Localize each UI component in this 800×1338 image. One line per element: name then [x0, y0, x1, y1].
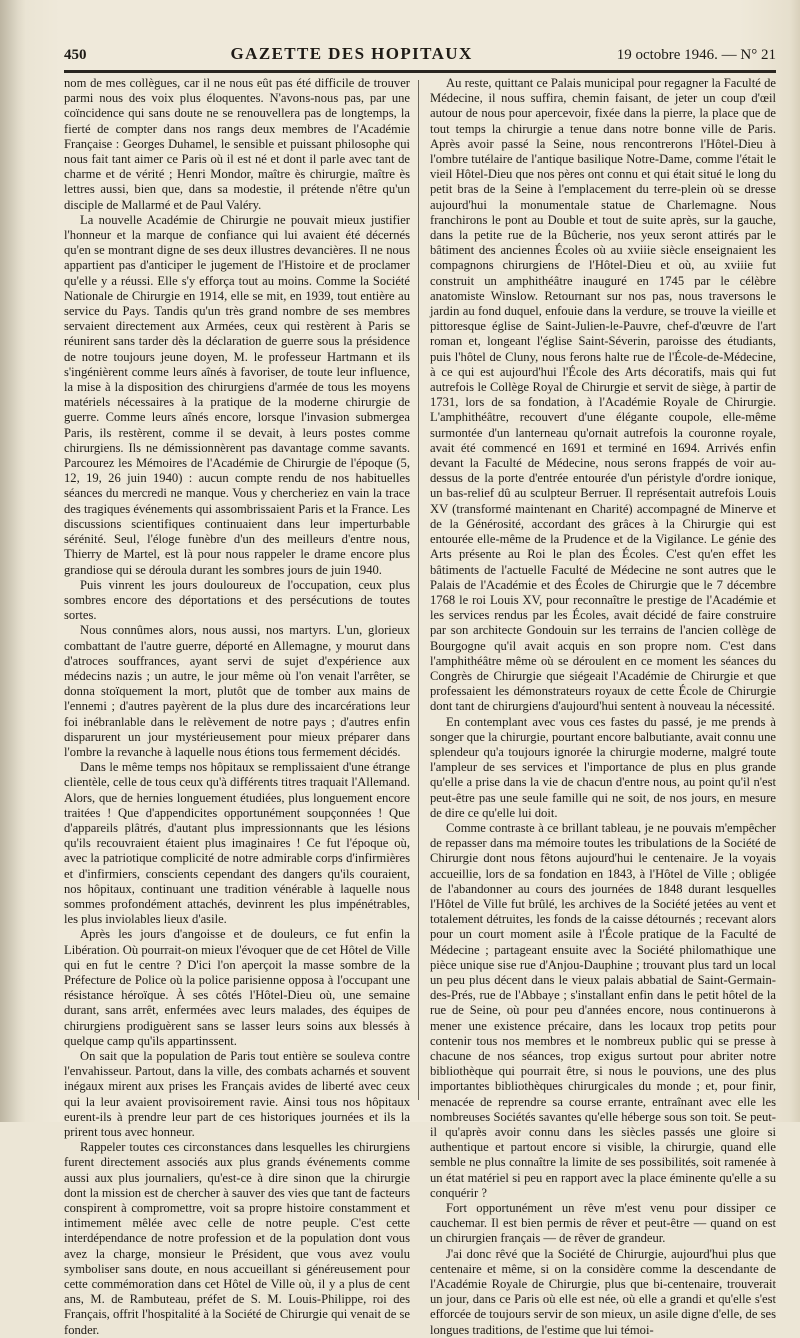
- paragraph: En contemplant avec vous ces fastes du passé, je me prends à songer que la chirurgie, pourtant encore balbutiante, avait connu une splendeur qu'a toujours ignorée la chirurgie moderne, malgré toute l'ampleur de ses services et l'importance de plus en plus grande qu'elle a prise dans la vie de chacun d'entre nous, au point qu'il n'est peut-être pas une seule famille qui ne soit, de nos jours, en mesure de dire ce qu'elle lui doit.: [430, 714, 776, 820]
- paragraph: Fort opportunément un rêve m'est venu pour dissiper ce cauchemar. Il est bien permis de rêver et peut-être — quand on est un chirurgien français — de rêver de grandeur.: [430, 1201, 776, 1246]
- paragraph: Puis vinrent les jours douloureux de l'occupation, ceux plus sombres encore des déportations et des persécutions de toutes sortes.: [64, 577, 410, 623]
- header-rule: [64, 72, 776, 73]
- binding-shadow: [0, 0, 26, 1122]
- paragraph: nom de mes collègues, car il ne nous eût pas été difficile de trouver parmi nous des voix plus éloquentes. N'avons-nous pas, par une coïncidence qui sans doute ne se renouvellera pas de longtemps, la fierté de compter dans nos rangs deux membres de l'Académie Française : Georges Duhamel, le sensible et puissant philosophe qui nous fait tant aimer ce Paris où il est né et dont il parle avec tant de charme et de vérité ; Henri Mondor, maître ès chirurgie, maître ès lettres aussi, bien que, dans sa modestie, il prétende n'être qu'un disciple de Mallarmé et de Paul Valéry.: [64, 76, 410, 212]
- paragraph: Rappeler toutes ces circonstances dans lesquelles les chirurgiens furent directement associés aux plus grands événements comme aussi aux plus journaliers, qu'est-ce à dire sinon que la chirurgie dont la mission est de chercher à sauver des vies que tant de facteurs conspirent à compromettre, voit sa propre histoire constamment et intimement mêlée avec celle de notre peuple. C'est cette interdépendance de notre profession et de la population dont vous avez la charge, monsieur le Président, que vous avez voulu symboliser sans doute, en nous accueillant si généreusement pour cette commémoration dans cet Hôtel de Ville où, il y a plus de cent ans, M. de Rambuteau, préfet de S. M. Louis-Philippe, roi des Français, offrit l'hospitalité à la Société de Chirurgie qui venait de se fonder.: [64, 1140, 410, 1337]
- left-column: [64, 76, 410, 1337]
- paragraph: Nous connûmes alors, nous aussi, nos martyrs. L'un, glorieux combattant de l'autre guerre, déporté en Allemagne, y mourut dans d'atroces souffrances, ayant servi de sujet d'expérience aux médecins nazis ; un autre, le jour même où l'on venait l'arrêter, se donna stoïquement la mort, plutôt que de tomber aux mains de l'ennemi ; d'autres payèrent de la plus dure des incarcérations leur foi inébranlable dans le relèvement de notre pays ; d'autres enfin disparurent un jour mystérieusement pour mieux préparer dans l'ombre la revanche à laquelle nous étions tous fermement décidés.: [64, 623, 410, 759]
- paragraph: On sait que la population de Paris tout entière se souleva contre l'envahisseur. Partout, dans la ville, des combats acharnés et souvent inégaux mirent aux prises les Français avides de liberté avec ceux qui la leur avaient provisoirement ravie. Ainsi tous nos hôpitaux eurent-ils à prendre leur part de ces historiques journées et ils la prirent tous avec honneur.: [64, 1049, 410, 1140]
- right-column: [430, 76, 776, 1337]
- paragraph: J'ai donc rêvé que la Société de Chirurgie, aujourd'hui plus que centenaire et même, si on la considère comme la descendante de l'Académie Royale de Chirurgie, plus que bi-centenaire, trouverait un jour, dans ce Paris où elle est née, où elle a grandi et qu'elle s'est efforcée de toujours servir de son mieux, un asile digne d'elle, de ses longues traditions, de l'estime que lui témoi-: [430, 1246, 776, 1337]
- paragraph: La nouvelle Académie de Chirurgie ne pouvait mieux justifier l'honneur et la marque de confiance qui lui avaient été décernés qu'en se montrant digne de ses deux illustres devancières. Il ne nous appartient pas d'anticiper le jugement de l'Histoire et de proclamer qu'elle y a réussi. Elle s'y efforça tout au moins. Comme la Société Nationale de Chirurgie en 1914, elle se mit, en 1939, tout entière au service du Pays. Tandis qu'un très grand nombre de ses membres servaient directement aux Armées, ceux qui restèrent à Paris se réunirent sans tarder dès la déclaration de guerre sous la présidence de notre toujours jeune doyen, M. le professeur Hartmann et ils s'ingénièrent comme leurs aînés à favoriser, de toute leur influence, la mise à la disposition des chirurgiens d'armée de tous les moyens matériels nécessaires à la pratique de la moderne chirurgie de guerre. Comme leurs aînés encore, lorsque l'invasion submergea Paris, ils restèrent, comme il se devait, à leurs postes comme chirurgiens. Ils ne démissionnèrent pas davantage comme savants. Parcourez les Mémoires de l'Académie de Chirurgie de l'époque (5, 12, 19, 26 juin 1940) : aucun compte rendu de nos habituelles séances du mercredi ne manque. Vous y chercheriez en vain la trace des tragiques événements qui assombrissaient Paris et la France. Les discussions scientifiques continuaient dans leur imperturbable sérénité. Seul, l'éloge funèbre d'un des meilleurs d'entre nous, Thierry de Martel, est là pour nous rappeler le drame encore plus grandiose qui se déroula durant les sombres jours de juin 1940.: [64, 212, 410, 577]
- paragraph: Comme contraste à ce brillant tableau, je ne pouvais m'empêcher de repasser dans ma mémoire toutes les tribulations de la Société de Chirurgie dont nous fêtons aujourd'hui le centenaire. Je la voyais accueillie, lors de sa fondation en 1843, à l'Hôtel de Ville ; obligée de l'abandonner au cours des journées de 1848 durant lesquelles l'Hôtel de Ville fut brûlé, les archives de la Société jetées au vent et totalement détruites, les fonds de la caisse détournés ; recevant alors pour un court moment asile à l'École pratique de la Faculté de Médecine ; partageant ensuite avec la Société philomathique une pièce unique sise rue d'Anjou-Dauphine ; trouvant plus tard un local un peu plus décent dans le vieux palais abbatial de Saint-Germain-des-Prés, rue de l'Abbaye ; s'installant enfin dans le petit hôtel de la rue de Seine, où pour peu d'années encore, nous continuerons à mener une existence précaire, dans les locaux trop petits pour contenir tous nos membres et le nombreux public qui se presse à chacune de nos séances, trop exigus surtout pour abriter notre bibliothèque qui pourrait être, si nous le pouvions, une des plus importantes bibliothèques chirurgicales du monde ; et, pour finir, menacée de reprendre sa course errante, entraînant avec elle les nombreuses Sociétés savantes qu'elle héberge sous son toit. Se peut-il qu'après avoir connu dans les siècles passés une gloire si authentique et partout encore si visible, la chirurgie, quand elle semble ne plus connaître la limite de ses possibilités, soit ramenée à un état matériel si peu en rapport avec la place éminente qu'elle a su conquérir ?: [430, 820, 776, 1200]
- page-header: [64, 44, 776, 72]
- column-divider: [418, 80, 419, 1100]
- paragraph: Après les jours d'angoisse et de douleurs, ce fut enfin la Libération. Où pourrait-on mieux l'évoquer que de cet Hôtel de Ville qui en fut le centre ? D'ici l'on aperçoit la masse sombre de la Préfecture de Police où la police parisienne opposa à l'occupant une résistance héroïque. À ses côtés l'Hôtel-Dieu où, une semaine durant, sans arrêt, enfermées avec leurs malades, des équipes de chirurgiens prodiguèrent sans se lasser leurs soins aux blessés à quelque camp qu'ils appartinssent.: [64, 927, 410, 1048]
- paragraph: Au reste, quittant ce Palais municipal pour regagner la Faculté de Médecine, il nous suffira, chemin faisant, de jeter un coup d'œil autour de nous pour apercevoir, fixée dans la pierre, la place que de tout temps la chirurgie a tenue dans notre bonne ville de Paris. Après avoir passé la Seine, nous rencontrerons l'Hôtel-Dieu à l'ombre tutélaire de l'antique basilique Notre-Dame, comme l'était le vieil Hôtel-Dieu que nos pères ont connu et qui était situé le long du petit bras de la Seine à l'emplacement du terre-plein où se dresse aujourd'hui la monumentale statue de Charlemagne. Nous franchirons le pont au Double et tout de suite après, sur la gauche, dans la petite rue de la Bûcherie, nos yeux seront attirés par le bâtiment des anciennes Écoles où au xviiie siècle enseignaient les compagnons chirurgiens de l'Hôtel-Dieu et où, au xviiie fut construit un amphithéâtre inauguré en 1745 par le célèbre anatomiste Winslow. Retournant sur nos pas, nous traversons le jardin au fond duquel, enfouie dans la verdure, se trouve la vieille et pittoresque église de Saint-Julien-le-Pauvre, chef-d'œuvre de l'art roman et, longeant l'église Saint-Séverin, paroisse des étudiants, puis l'hôtel de Cluny, nous ferons halte rue de l'École-de-Médecine, à ce qui est aujourd'hui l'École des Arts décoratifs, mais qui fut autrefois le Collège Royal de Chirurgie et servit de siège, à partir de 1731, lors de sa fondation, à l'Académie Royale de Chirurgie. L'amphithéâtre, recouvert d'une élégante coupole, elle-même surmontée d'un lanterneau qu'ornait autrefois la couronne royale, avait été commencé en 1691 et terminé en 1694. Arrivés enfin devant la Faculté de Médecine, nous serons frappés de voir au-dessus de la porte d'entrée entourée d'un péristyle d'ordre ionique, un bas-relief dû au sculpteur Berruer. Il représentait autrefois Louis XV (transformé maintenant en Charité) accompagné de Minerve et de la Générosité, accordant des grâces à la Chirurgie qui est entourée elle-même de la Prudence et de la Vigilance. Le génie des Arts présente au Roi le plan des Écoles. C'est qu'en effet les bâtiments de l'actuelle Faculté de Médecine ne sont autres que le Palais de l'Académie et des Écoles de Chirurgie que le 7 décembre 1768 le roi Louis XV, pour reconnaître le prestige de l'Académie et les services rendus par les Écoles, avait décidé de faire construire par son architecte Gondouin sur les terrains de l'ancien collège de Bourgogne qu'il avait acquis en son propre nom. C'est dans l'amphithéâtre même où se déroulent en ce moment les séances du Congrès de Chirurgie que siégeait l'Académie de Chirurgie et que professaient les démonstrateurs royaux de cette École de Chirurgie dont tant de chirurgiens d'aujourd'hui sentent à nouveau la nécessité.: [430, 76, 776, 714]
- journal-title: GAZETTE DES HOPITAUX: [230, 44, 473, 63]
- issue-date: 19 octobre 1946. — N° 21: [616, 47, 776, 63]
- page-number: 450: [64, 47, 87, 63]
- paragraph: Dans le même temps nos hôpitaux se remplissaient d'une étrange clientèle, celle de tous ceux qu'à différents titres traquait l'Allemand. Alors, que de hernies longuement étudiées, plus longuement encore traitées ! Que d'appendicites opportunément soupçonnées ! Que d'appareils plâtrés, d'autant plus impressionnants que les lésions qu'ils recouvraient étaient plus imaginaires ! Ce fut l'époque où, avec la patriotique complicité de notre admirable corps d'infirmières et d'infirmiers, conscients cependant des dangers qu'ils couraient, nos hôpitaux, continuant une tradition vénérable à laquelle nous sommes profondément attachés, devinrent les plus impénétrables, les plus inviolables lieux d'asile.: [64, 760, 410, 927]
